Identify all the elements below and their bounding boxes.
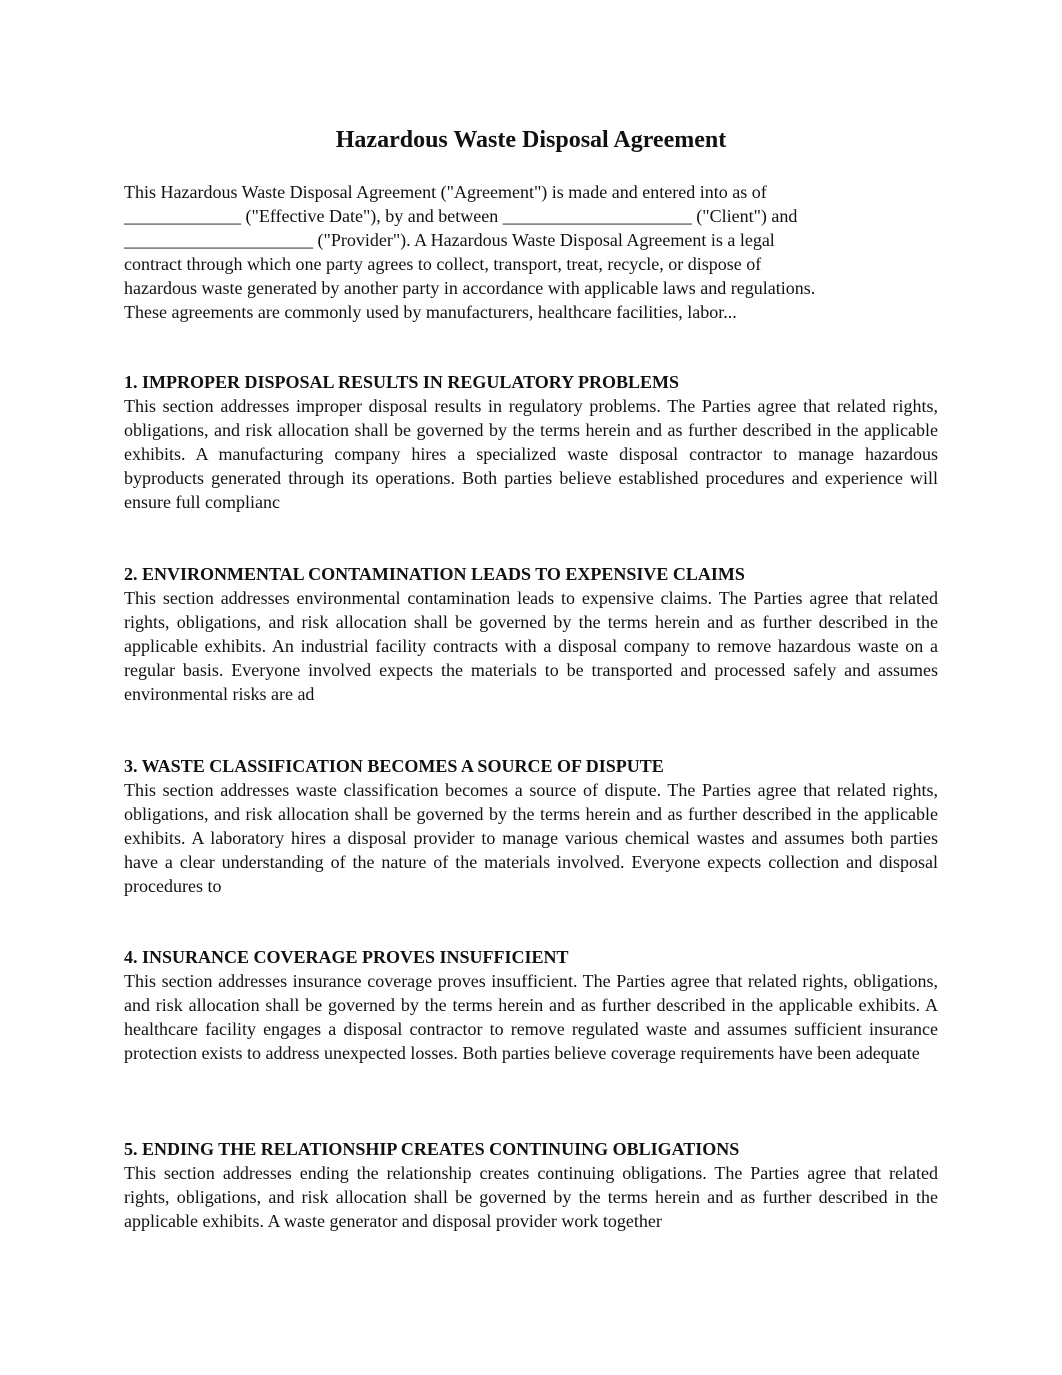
intro-line: _____________ ("Effective Date"), by and between _____________________ ("Client") and [124,206,798,226]
intro-line: _____________________ ("Provider"). A Hazardous Waste Disposal Agreement is a legal [124,230,775,250]
section-heading: 4. INSURANCE COVERAGE PROVES INSUFFICIENT [124,947,569,967]
section-heading: 2. ENVIRONMENTAL CONTAMINATION LEADS TO EXPENSIVE CLAIMS [124,564,745,584]
section-3 [124,754,938,898]
section-heading: 1. IMPROPER DISPOSAL RESULTS IN REGULATORY PROBLEMS [124,372,679,392]
section-body: This section addresses ending the relationship creates continuing obligations. The Parties agree that related rights, obligations, and risk allocation shall be governed by the terms herein and as further described in the applicable exhibits. A waste generator and disposal provider work together [124,1163,938,1231]
section-heading: 5. ENDING THE RELATIONSHIP CREATES CONTINUING OBLIGATIONS [124,1139,740,1159]
section-5 [124,1137,938,1233]
section-heading: 3. WASTE CLASSIFICATION BECOMES A SOURCE OF DISPUTE [124,756,664,776]
section-1 [124,370,938,514]
section-body: This section addresses improper disposal results in regulatory problems. The Parties agree that related rights, obligations, and risk allocation shall be governed by the terms herein and as further described in the applicable exhibits. A manufacturing company hires a specialized waste disposal contractor to manage hazardous byproducts generated through its operations. Both parties believe established procedures and experience will ensure full complianc [124,396,938,512]
intro-paragraph [124,180,938,324]
intro-line: hazardous waste generated by another party in accordance with applicable laws and regulations. [124,278,816,298]
section-2 [124,562,938,706]
intro-line: This Hazardous Waste Disposal Agreement ("Agreement") is made and entered into as of [124,182,767,202]
intro-line: These agreements are commonly used by manufacturers, healthcare facilities, labor... [124,302,737,322]
section-body: This section addresses environmental contamination leads to expensive claims. The Parties agree that related rights, obligations, and risk allocation shall be governed by the terms herein and as further described in the applicable exhibits. An industrial facility contracts with a disposal company to remove hazardous waste on a regular basis. Everyone involved expects the materials to be transported and processed safely and assumes environmental risks are ad [124,588,938,704]
intro-line: contract through which one party agrees to collect, transport, treat, recycle, or dispose of [124,254,762,274]
document-title: Hazardous Waste Disposal Agreement [335,127,727,153]
section-body: This section addresses waste classification becomes a source of dispute. The Parties agree that related rights, obligations, and risk allocation shall be governed by the terms herein and as further described in the applicable exhibits. A laboratory hires a disposal provider to manage various chemical wastes and assumes both parties have a clear understanding of the nature of the materials involved. Everyone expects collection and disposal procedures to [124,780,938,896]
section-body: This section addresses insurance coverage proves insufficient. The Parties agree that related rights, obligations, and risk allocation shall be governed by the terms herein and as further described in the applicable exhibits. A healthcare facility engages a disposal contractor to remove regulated waste and assumes sufficient insurance protection exists to address unexpected losses. Both parties believe coverage requirements have been adequate [124,971,938,1063]
section-4 [124,945,938,1065]
